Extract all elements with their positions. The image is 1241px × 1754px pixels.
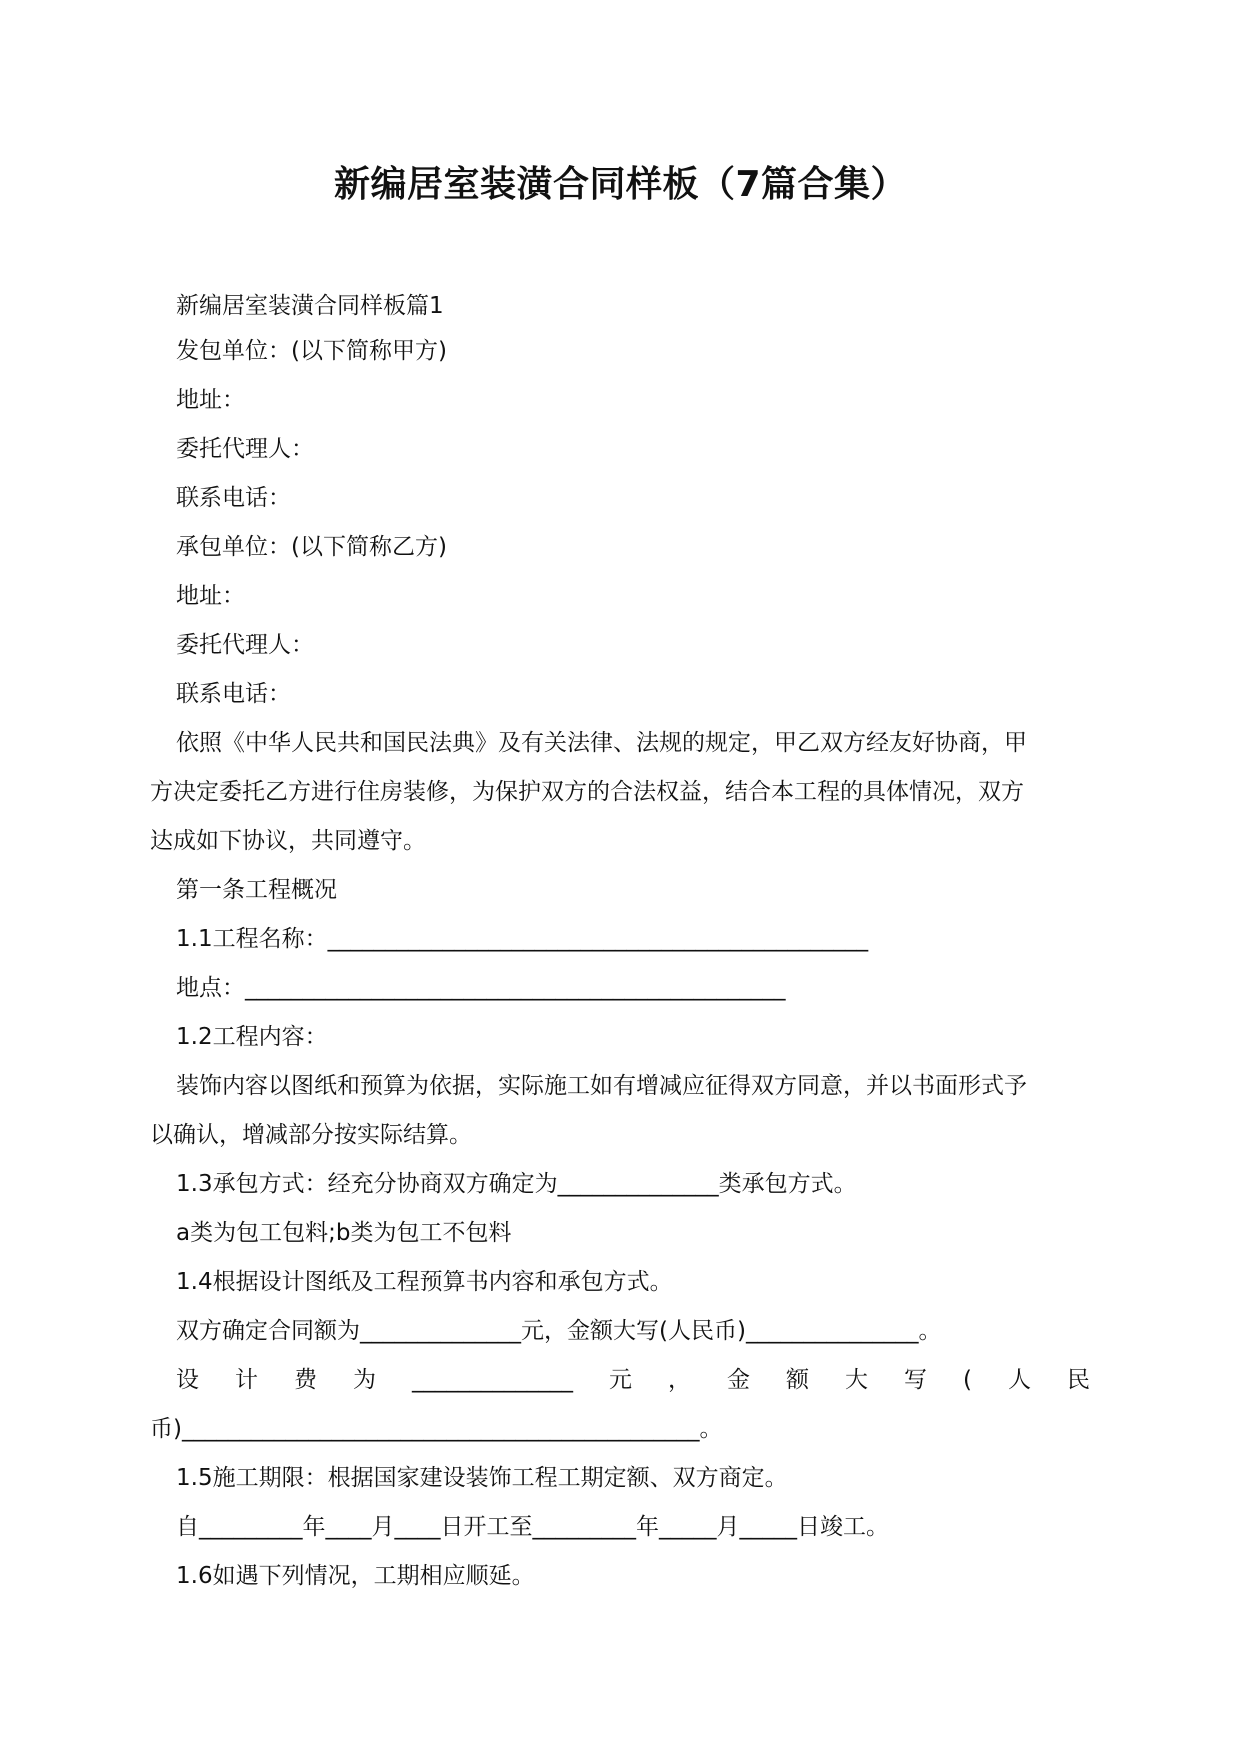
preamble-line-3: 达成如下协议，共同遵守。 xyxy=(150,828,426,854)
design-fee-field: 设计费为______________元，金额大写(人民 xyxy=(176,1367,1090,1393)
design-fee-field-continued: 币)_____________________________________________。 xyxy=(150,1416,723,1442)
party-b-address: 地址： xyxy=(176,583,245,609)
party-a-address: 地址： xyxy=(176,387,245,413)
contract-amount-field: 双方确定合同额为______________元，金额大写(人民币)_______________。 xyxy=(176,1318,942,1344)
preamble-line-2: 方决定委托乙方进行住房装修，为保护双方的合法权益，结合本工程的具体情况，双方 xyxy=(150,779,1024,805)
contract-basis-line: 1.4根据设计图纸及工程预算书内容和承包方式。 xyxy=(176,1269,673,1295)
party-b-phone: 联系电话： xyxy=(176,681,291,707)
party-a-phone: 联系电话： xyxy=(176,485,291,511)
content-paragraph-line-1: 装饰内容以图纸和预算为依据，实际施工如有增减应征得双方同意，并以书面形式予 xyxy=(176,1073,1027,1099)
party-b-label: 承包单位：(以下简称乙方) xyxy=(176,534,447,560)
party-b-agent: 委托代理人： xyxy=(176,632,314,658)
project-content-label: 1.2工程内容： xyxy=(176,1024,328,1050)
delay-conditions-line: 1.6如遇下列情况，工期相应顺延。 xyxy=(176,1563,535,1589)
preamble-line-1: 依照《中华人民共和国民法典》及有关法律、法规的规定，甲乙双方经友好协商，甲 xyxy=(176,730,1027,756)
contract-type-note: a类为包工包料;b类为包工不包料 xyxy=(176,1220,512,1246)
party-a-label: 发包单位：(以下简称甲方) xyxy=(176,338,447,364)
project-name-field: 1.1工程名称：_______________________________________________ xyxy=(176,926,869,952)
party-a-agent: 委托代理人： xyxy=(176,436,314,462)
article-1-heading: 第一条工程概况 xyxy=(176,877,337,903)
construction-period-label: 1.5施工期限：根据国家建设装饰工程工期定额、双方商定。 xyxy=(176,1465,788,1491)
content-paragraph-line-2: 以确认，增减部分按实际结算。 xyxy=(150,1122,472,1148)
contract-type-field: 1.3承包方式：经充分协商双方确定为______________类承包方式。 xyxy=(176,1171,857,1197)
construction-dates-field: 自_________年____月____日开工至_________年_____月_____日竣工。 xyxy=(176,1514,889,1540)
section-heading: 新编居室装潢合同样板篇1 xyxy=(176,293,444,319)
project-location-field: 地点：_______________________________________________ xyxy=(176,975,786,1001)
document-title: 新编居室装潢合同样板（7篇合集） xyxy=(333,164,908,205)
